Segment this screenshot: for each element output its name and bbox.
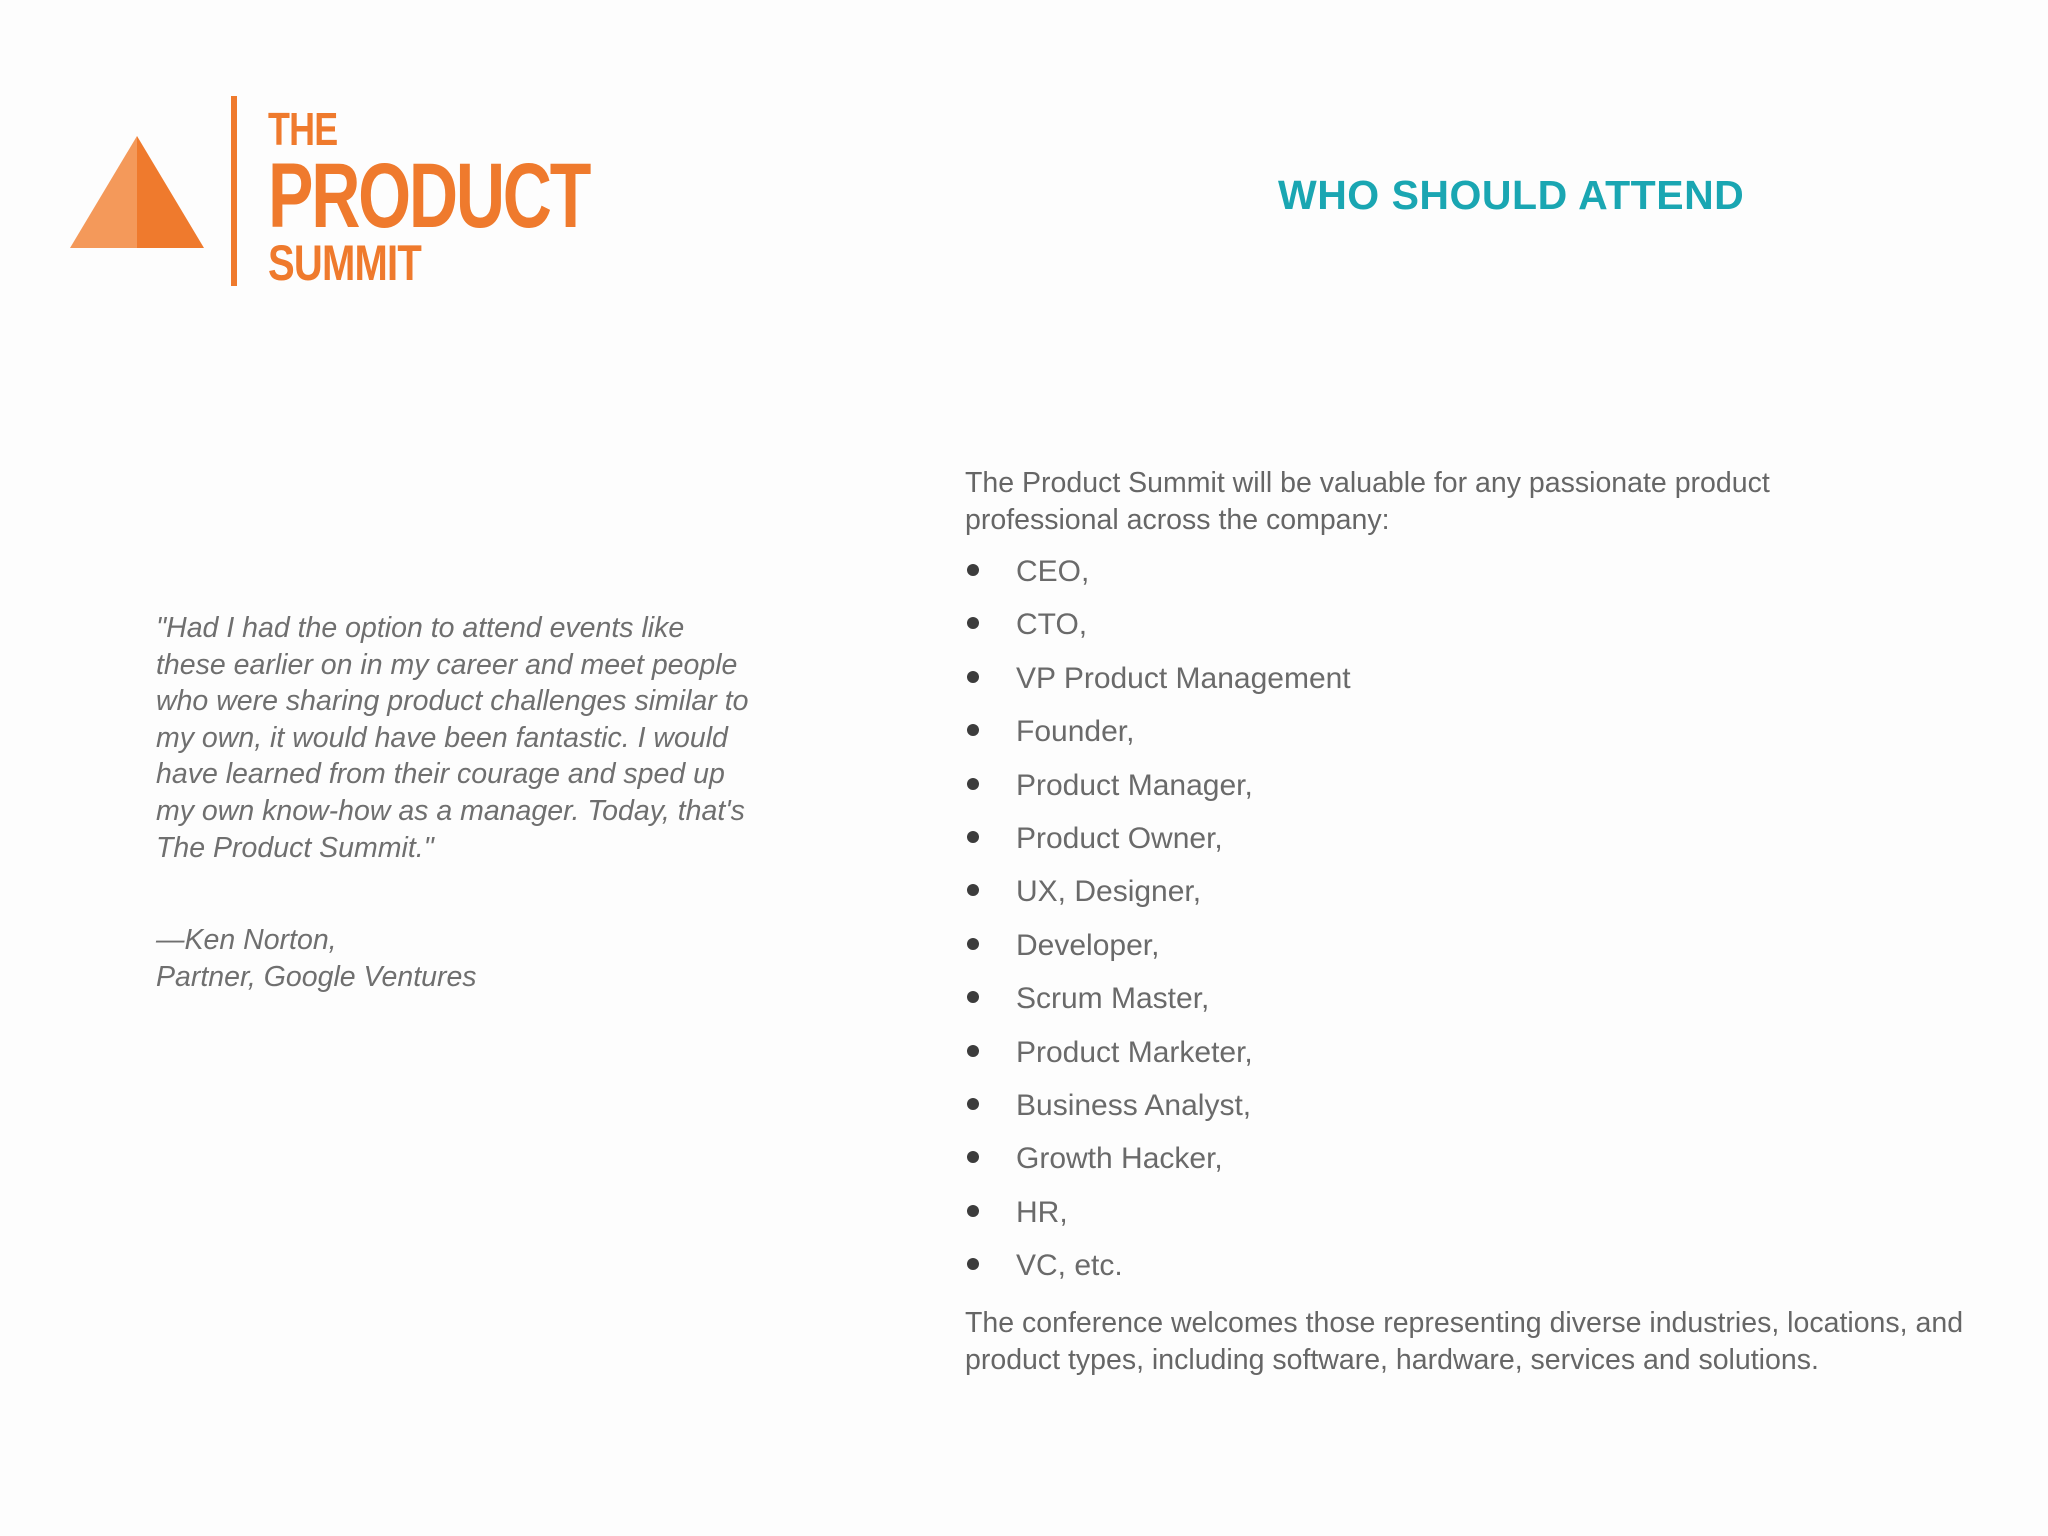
list-item [965, 874, 1351, 927]
role-label: Growth Hacker, [1016, 1142, 1223, 1176]
role-label: CTO, [1016, 608, 1088, 642]
logo-wordmark [268, 103, 702, 291]
product-summit-logo [70, 96, 590, 291]
intro-paragraph: The Product Summit will be valuable for any passionate product professional across the company: [965, 467, 1770, 536]
list-item [965, 821, 1351, 874]
pyramid-logo-icon [70, 136, 204, 248]
closing-paragraph: The conference welcomes those representing diverse industries, locations, and product types, including software, hardware, services and solutions. [965, 1307, 1964, 1376]
list-item [965, 1248, 1351, 1301]
bullet-icon [967, 1045, 979, 1057]
list-item [965, 981, 1351, 1034]
page-title: WHO SHOULD ATTEND [1278, 172, 1745, 218]
attendee-role-list [965, 554, 1351, 1301]
quote-author-title: Partner, Google Ventures [156, 960, 477, 993]
role-label: Product Owner, [1016, 821, 1223, 855]
bullet-icon [967, 1205, 979, 1217]
list-item [965, 1035, 1351, 1088]
role-label: Product Marketer, [1016, 1035, 1253, 1069]
list-item [965, 768, 1351, 821]
bullet-icon [967, 831, 979, 843]
list-item [965, 714, 1351, 767]
role-label: Founder, [1016, 715, 1135, 749]
role-label: VC, etc. [1016, 1249, 1123, 1283]
testimonial-attribution [156, 922, 756, 995]
bullet-icon [967, 617, 979, 629]
list-item [965, 1195, 1351, 1248]
role-label: Scrum Master, [1016, 982, 1210, 1016]
bullet-icon [967, 671, 979, 683]
quote-author: —Ken Norton, [156, 924, 337, 956]
list-item [965, 661, 1351, 714]
bullet-icon [967, 564, 979, 576]
list-item [965, 1088, 1351, 1141]
bullet-icon [967, 1151, 979, 1163]
logo-word-the: THE [268, 103, 338, 155]
bullet-icon [967, 778, 979, 790]
list-item [965, 554, 1351, 607]
list-item [965, 928, 1351, 981]
role-label: HR, [1016, 1195, 1068, 1229]
logo-word-summit: SUMMIT [268, 235, 421, 291]
bullet-icon [967, 1098, 979, 1110]
list-item [965, 607, 1351, 660]
role-label: CEO, [1016, 555, 1090, 588]
bullet-icon [967, 938, 979, 950]
role-label: Developer, [1016, 928, 1160, 962]
testimonial-quote: "Had I had the option to attend events like these earlier on in my career and meet people who were sharing product challenges similar to my own, it would have been fantastic. I would have learned from their courage and sped up my own know-how as a manager. Today, that's The Product Summit." [156, 612, 749, 864]
bullet-icon [967, 724, 979, 736]
role-label: Business Analyst, [1016, 1088, 1252, 1122]
role-label: UX, Designer, [1016, 875, 1202, 909]
bullet-icon [967, 884, 979, 896]
bullet-icon [967, 1258, 979, 1270]
list-item [965, 1141, 1351, 1194]
logo-word-product: PRODUCT [268, 145, 590, 247]
role-label: VP Product Management [1016, 661, 1351, 695]
bullet-icon [967, 991, 979, 1003]
logo-divider [231, 96, 237, 286]
role-label: Product Manager, [1016, 768, 1253, 802]
